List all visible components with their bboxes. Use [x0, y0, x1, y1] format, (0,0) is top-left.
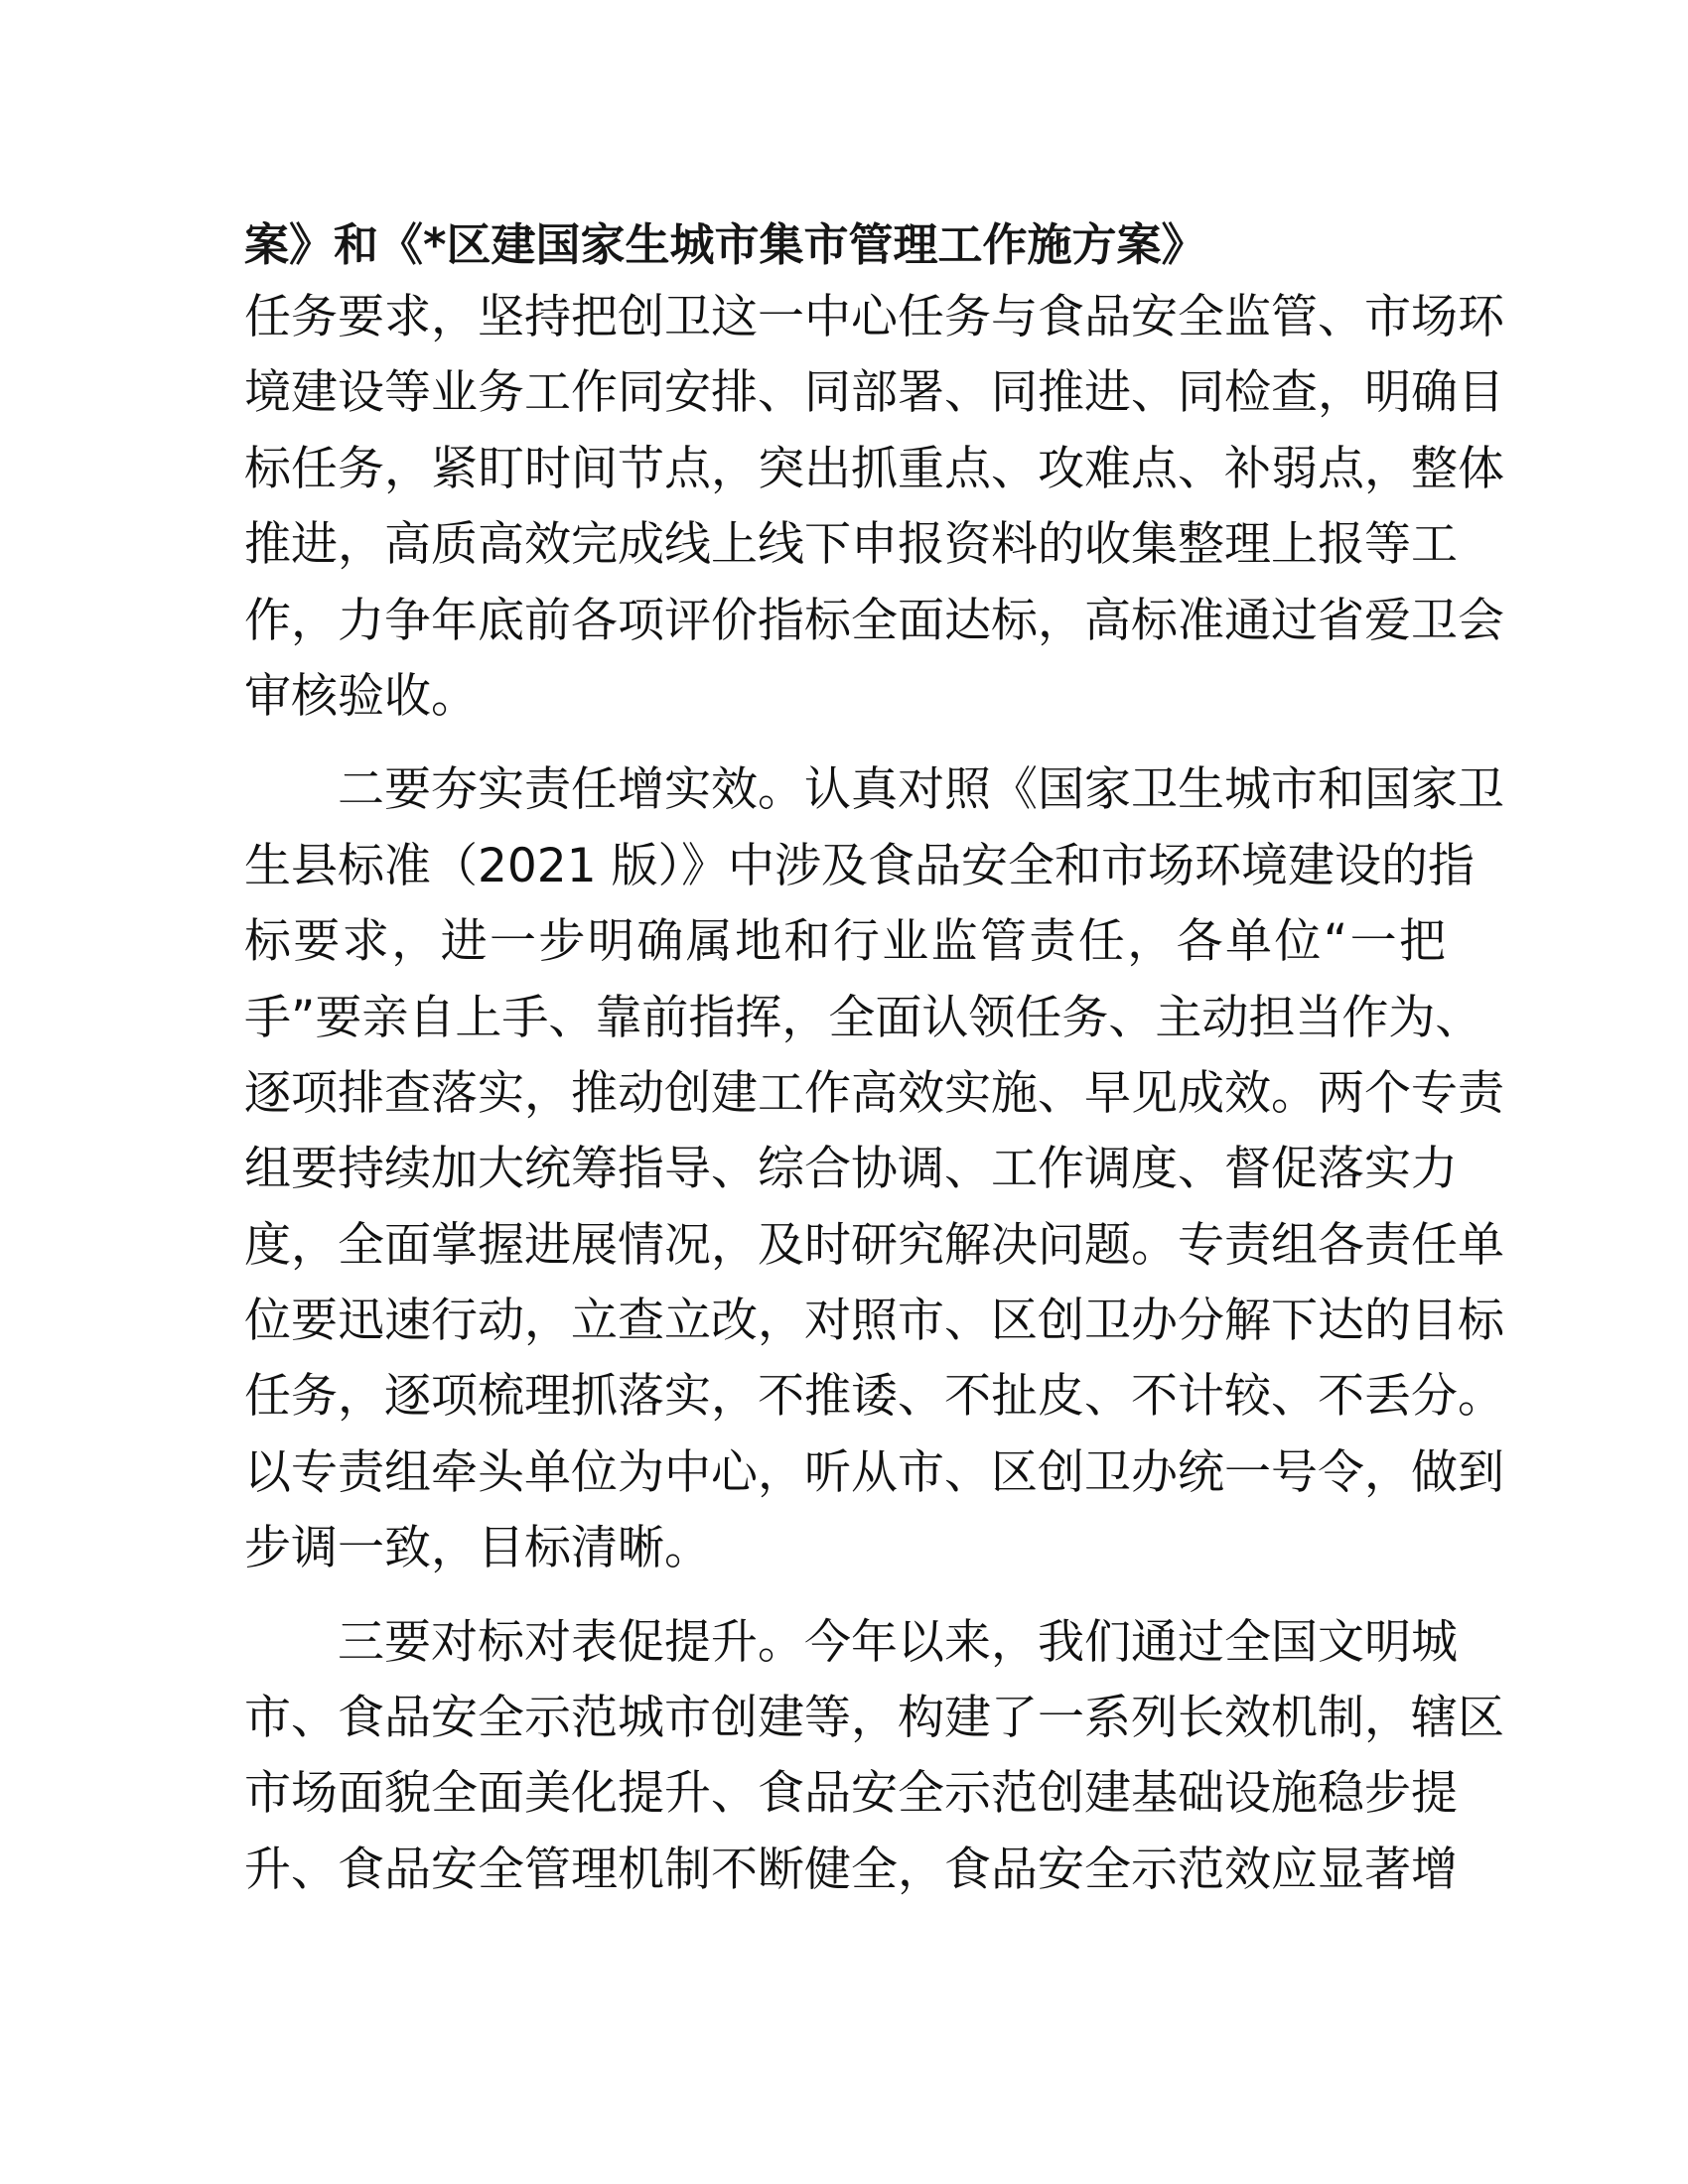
text-line: 组要持续加大统筹指导、综合协调、工作调度、督促落实力 — [244, 1142, 1458, 1197]
paragraph-1 — [244, 280, 1504, 735]
text-line: 手”要亲自上手、靠前指挥，全面认领任务、主动担当作为、 — [244, 990, 1482, 1045]
paragraph-3 — [244, 1605, 1504, 1909]
heading-line: 案》和《*区建国家生城市集市管理工作施方案》 — [244, 218, 1206, 271]
text-line: 二要夯实责任增实效。认真对照《国家卫生城市和国家卫 — [244, 762, 1504, 818]
document-body — [244, 210, 1504, 1908]
text-line: 标要求，进一步明确属地和行业监管责任，各单位“一把 — [244, 914, 1446, 970]
text-line: 生县标准（2021 版）》中涉及食品安全和市场环境建设的指 — [244, 838, 1476, 893]
text-line: 三要对标对表促提升。今年以来，我们通过全国文明城 — [244, 1614, 1458, 1670]
text-line: 以专责组牵头单位为中心，听从市、区创卫办统一号令，做到 — [244, 1444, 1504, 1500]
text-line: 逐项排查落实，推动创建工作高效实施、早见成效。两个专责 — [244, 1065, 1504, 1121]
text-line: 市、食品安全示范城市创建等，构建了一系列长效机制，辖区 — [244, 1691, 1504, 1746]
text-line: 审核验收。 — [244, 668, 478, 724]
text-line: 任务，逐项梳理抓落实，不推诿、不扯皮、不计较、不丢分。 — [244, 1369, 1504, 1425]
text-line: 任务要求，坚持把创卫这一中心任务与食品安全监管、市场环 — [244, 290, 1504, 344]
text-line: 作，力争年底前各项评价指标全面达标，高标准通过省爱卫会 — [244, 593, 1504, 648]
text-line: 标任务，紧盯时间节点，突出抓重点、攻难点、补弱点，整体 — [244, 441, 1504, 496]
text-line: 度，全面掌握进展情况，及时研究解决问题。专责组各责任单 — [244, 1217, 1504, 1273]
text-line: 步调一致，目标清晰。 — [244, 1521, 711, 1576]
text-line: 市场面貌全面美化提升、食品安全示范创建基础设施稳步提 — [244, 1766, 1458, 1822]
paragraph-gap — [244, 735, 1446, 752]
text-line: 位要迅速行动，立查立改，对照市、区创卫办分解下达的目标 — [244, 1294, 1504, 1349]
text-line: 升、食品安全管理机制不断健全，食品安全示范效应显著增 — [244, 1842, 1458, 1897]
paragraph-2 — [244, 752, 1504, 1586]
text-line: 推进，高质高效完成线上线下申报资料的收集整理上报等工 — [244, 517, 1458, 573]
paragraph-gap — [244, 1587, 1446, 1605]
text-line: 境建设等业务工作同安排、同部署、同推进、同检查，明确目 — [244, 365, 1504, 421]
